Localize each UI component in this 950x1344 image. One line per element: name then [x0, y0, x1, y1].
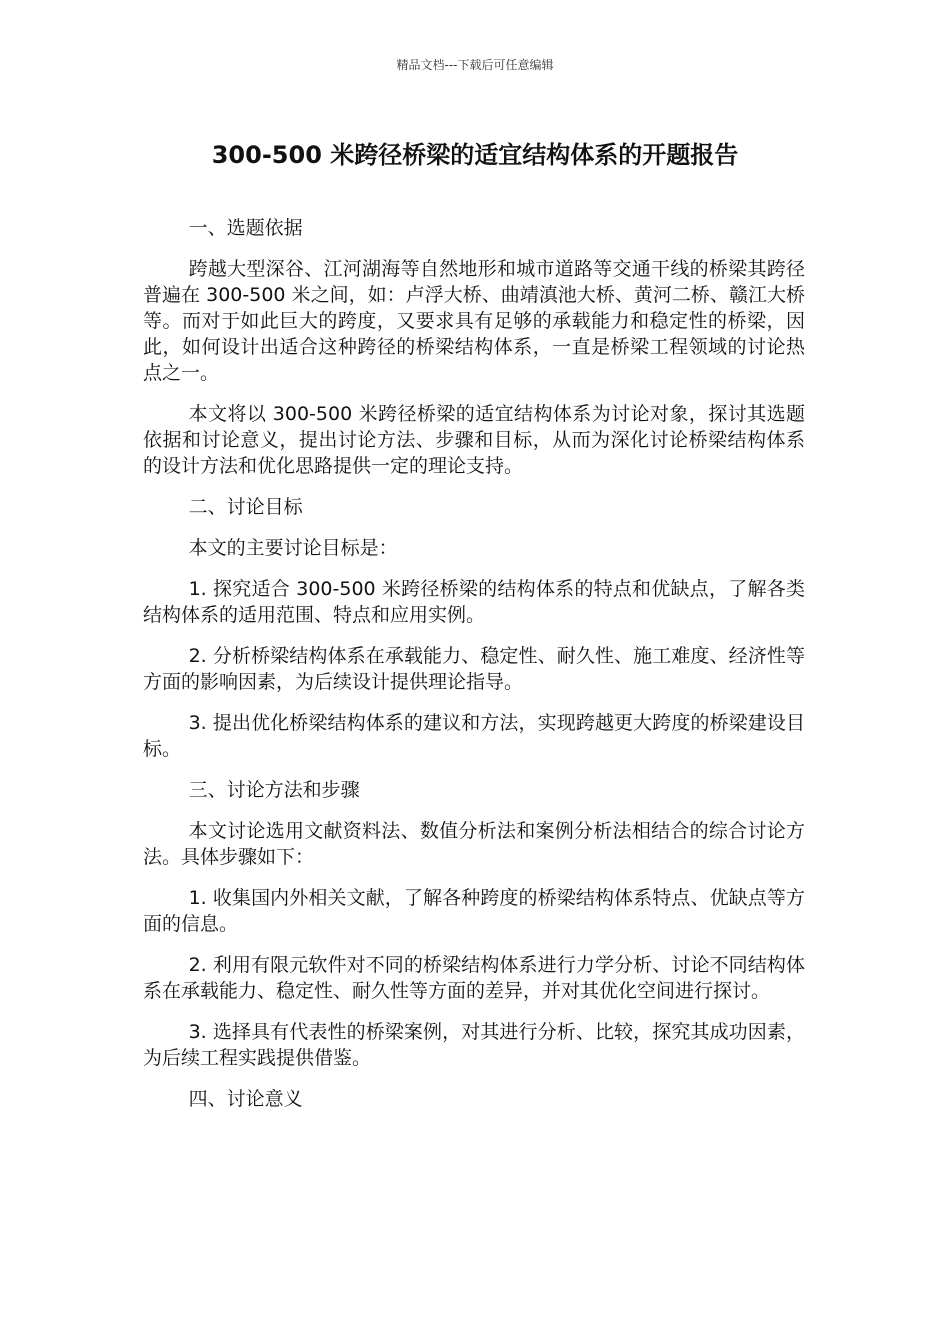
- section-heading-methods: 三、讨论方法和步骤: [188, 779, 360, 801]
- list-item-step-2: 2. 利用有限元软件对不同的桥梁结构体系进行力学分析、讨论不同结构体系在承载能力、稳定性、耐久性等方面的差异，并对其优化空间进行探讨。: [143, 954, 805, 1002]
- list-item-goal-1: 1. 探究适合 300-500 米跨径桥梁的结构体系的特点和优缺点，了解各类结构体系的适用范围、特点和应用实例。: [143, 578, 805, 626]
- section-heading-basis: 一、选题依据: [188, 217, 303, 239]
- list-item-step-1: 1. 收集国内外相关文献，了解各种跨度的桥梁结构体系特点、优缺点等方面的信息。: [143, 887, 805, 935]
- section-heading-significance: 四、讨论意义: [188, 1088, 303, 1110]
- paragraph-goals-intro: 本文的主要讨论目标是：: [188, 537, 398, 559]
- paragraph-methods-intro: 本文讨论选用文献资料法、数值分析法和案例分析法相结合的综合讨论方法。具体步骤如下：: [143, 820, 805, 868]
- list-item-goal-2: 2. 分析桥梁结构体系在承载能力、稳定性、耐久性、施工难度、经济性等方面的影响因素，为后续设计提供理论指导。: [143, 645, 805, 693]
- document-title: 300-500 米跨径桥梁的适宜结构体系的开题报告: [211, 141, 739, 169]
- header-note: 精品文档---下载后可任意编辑: [396, 58, 554, 72]
- section-heading-goals: 二、讨论目标: [188, 496, 303, 518]
- list-item-goal-3: 3. 提出优化桥梁结构体系的建议和方法，实现跨越更大跨度的桥梁建设目标。: [143, 712, 805, 760]
- paragraph-basis-1: 跨越大型深谷、江河湖海等自然地形和城市道路等交通干线的桥梁其跨径普遍在 300-500 米之间，如：卢浮大桥、曲靖滇池大桥、黄河二桥、赣江大桥等。而对于如此巨大的跨度，又要求具有足够的承载能力和稳定性的桥梁，因此，如何设计出适合这种跨径的桥梁结构体系，一直是桥梁工程领域的讨论热点之一。: [143, 258, 805, 384]
- paragraph-basis-2: 本文将以 300-500 米跨径桥梁的适宜结构体系为讨论对象，探讨其选题依据和讨论意义，提出讨论方法、步骤和目标，从而为深化讨论桥梁结构体系的设计方法和优化思路提供一定的理论支持。: [143, 403, 805, 477]
- document-body: [143, 215, 805, 1127]
- list-item-step-3: 3. 选择具有代表性的桥梁案例，对其进行分析、比较，探究其成功因素，为后续工程实践提供借鉴。: [143, 1021, 805, 1069]
